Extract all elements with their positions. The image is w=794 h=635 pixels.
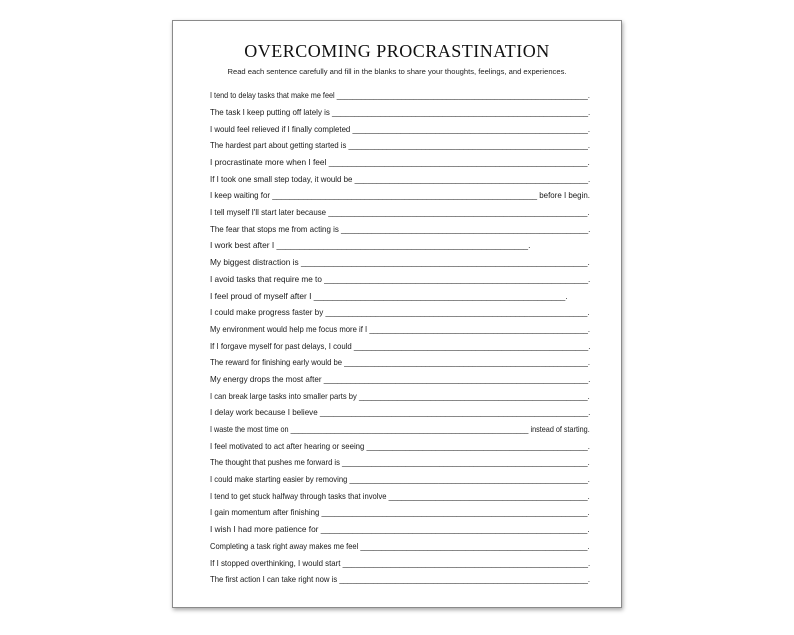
- prompt-text: The task I keep putting off lately is __________________________________________________________.: [210, 106, 591, 117]
- prompt-line: [210, 433, 590, 450]
- prompt-line: [210, 116, 590, 133]
- prompt-text: My environment would help me focus more if I ___________________________________________________.: [210, 323, 591, 334]
- prompt-line: [210, 367, 590, 384]
- prompt-line: [210, 267, 590, 284]
- prompt-text: I delay work because I believe ____________________________________________________________.: [210, 407, 591, 418]
- prompt-text: If I stopped overthinking, I would start ________________________________________________________.: [210, 557, 591, 568]
- prompt-line: [210, 400, 590, 417]
- prompt-line: [210, 350, 590, 367]
- prompt-line: [210, 383, 590, 400]
- prompt-line: [210, 550, 590, 567]
- prompt-line: [210, 534, 590, 551]
- prompt-text: My energy drops the most after ___________________________________________________________.: [210, 373, 591, 384]
- prompt-text: I would feel relieved if I finally completed ______________________________________________________.: [210, 123, 591, 134]
- prompt-text: The fear that stops me from acting is ________________________________________________________.: [210, 223, 591, 234]
- prompt-text: I wish I had more patience for __________________________________________________________.: [210, 524, 590, 535]
- prompt-line: [210, 133, 590, 150]
- prompt-text: I can break large tasks into smaller parts by ______________________________________________________.: [210, 390, 590, 401]
- prompt-line: [210, 417, 590, 434]
- prompt-line: [210, 517, 590, 534]
- prompt-line: [210, 166, 590, 183]
- prompt-text: If I took one small step today, it would be _____________________________________________________.: [210, 173, 591, 184]
- worksheet-instructions: Read each sentence carefully and fill in the blanks to share your thoughts, feelings, and experiences.: [227, 67, 567, 76]
- prompt-list: [210, 83, 590, 584]
- prompt-text: I gain momentum after finishing _____________________________________________________________.: [210, 507, 590, 518]
- prompt-text: I work best after I ______________________________________________________.: [210, 240, 531, 251]
- prompt-line: [210, 250, 590, 267]
- prompt-text: The first action I can take right now is __________________________________________________________.: [210, 574, 591, 585]
- prompt-line: [210, 150, 590, 167]
- prompt-line: [210, 567, 590, 584]
- prompt-line: [210, 233, 590, 250]
- prompt-text: I tend to get stuck halfway through tasks that involve _______________________________________________.: [210, 490, 590, 501]
- prompt-line: [210, 100, 590, 117]
- prompt-text: The thought that pushes me forward is __________________________________________________________.: [210, 457, 590, 468]
- prompt-line: [210, 484, 590, 501]
- prompt-line: [210, 83, 590, 100]
- worksheet-title: OVERCOMING PROCRASTINATION: [244, 41, 550, 61]
- prompt-line: [210, 333, 590, 350]
- prompt-text: I waste the most time on ___________________________________________________________ instead of starting.: [210, 424, 590, 435]
- prompt-line: [210, 450, 590, 467]
- prompt-line: [210, 467, 590, 484]
- prompt-text: I feel motivated to act after hearing or seeing ___________________________________________________.: [210, 440, 590, 451]
- prompt-line: [210, 283, 590, 300]
- prompt-line: [210, 500, 590, 517]
- prompt-text: The hardest part about getting started is ________________________________________________________.: [210, 140, 591, 151]
- prompt-text: If I forgave myself for past delays, I could ______________________________________________________.: [210, 340, 591, 351]
- prompt-line: [210, 300, 590, 317]
- prompt-text: I tell myself I'll start later because ___________________________________________________________.: [210, 207, 590, 218]
- prompt-text: I tend to delay tasks that make me feel ______________________________________________________________.: [210, 90, 590, 101]
- prompt-text: I could make progress faster by __________________________________________________________.: [210, 307, 590, 318]
- prompt-text: The reward for finishing early would be _________________________________________________________.: [210, 357, 590, 368]
- prompt-text: I feel proud of myself after I ______________________________________________________.: [210, 290, 568, 301]
- prompt-line: [210, 317, 590, 334]
- prompt-text: Completing a task right away makes me feel ______________________________________________________.: [210, 540, 590, 551]
- prompt-line: [210, 200, 590, 217]
- prompt-text: I keep waiting for ____________________________________________________________ before I begin.: [210, 190, 590, 201]
- worksheet-page: [172, 20, 622, 608]
- prompt-text: My biggest distraction is ______________________________________________________________.: [210, 257, 590, 268]
- prompt-text: I could make starting easier by removing ________________________________________________________.: [210, 474, 590, 485]
- prompt-line: [210, 183, 590, 200]
- prompt-text: I procrastinate more when I feel ________________________________________________________.: [210, 157, 590, 168]
- prompt-text: I avoid tasks that require me to __________________________________________________________.: [210, 273, 591, 284]
- prompt-line: [210, 217, 590, 234]
